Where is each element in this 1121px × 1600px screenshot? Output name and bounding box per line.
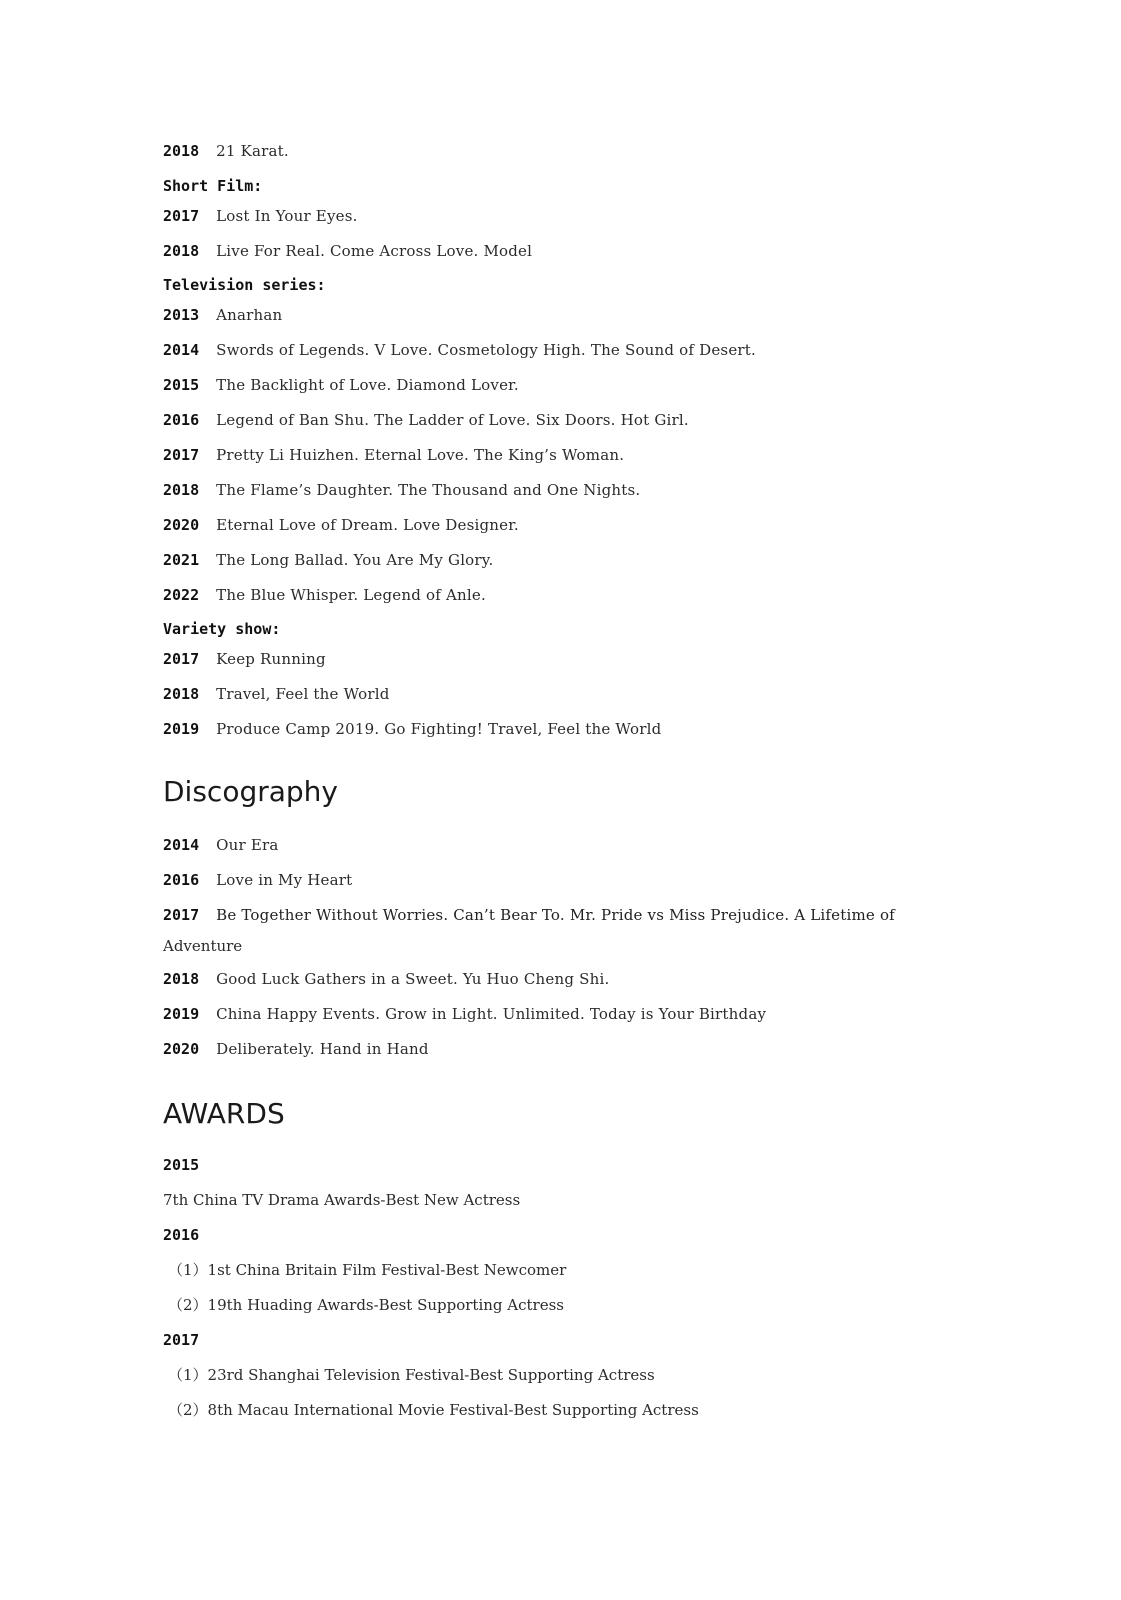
entry-year: 2017 [163,207,200,225]
discography-entry [163,870,352,891]
discography-entry [163,835,279,856]
television-entry [163,550,493,571]
entry-year: 2018 [163,685,200,703]
entry-text: Lost In Your Eyes. [216,207,358,225]
entry-text: The Backlight of Love. Diamond Lover. [216,376,519,394]
entry-text: Live For Real. Come Across Love. Model [216,242,533,260]
entry-year: 2014 [163,341,200,359]
entry-text: Good Luck Gathers in a Sweet. Yu Huo Cheng Shi. [216,970,610,988]
entry-text: Keep Running [216,650,326,668]
award-item: （2）19th Huading Awards-Best Supporting Actress [168,1296,564,1314]
television-entry [163,585,486,606]
entry-text: Love in My Heart [216,871,353,889]
entry-year: 2021 [163,551,200,569]
television-entry [163,515,519,536]
entry-year: 2016 [163,411,200,429]
entry-year: 2018 [163,970,200,988]
entry-text: Eternal Love of Dream. Love Designer. [216,516,519,534]
entry-year: 2019 [163,720,200,738]
entry-text: Travel, Feel the World [216,685,390,703]
variety-entry [163,649,326,670]
discography-entry [163,969,609,990]
television-entry [163,445,624,466]
film-entry [163,141,289,162]
entry-year: 2018 [163,142,200,160]
entry-year: 2017 [163,446,200,464]
entry-text: Produce Camp 2019. Go Fighting! Travel, Feel the World [216,720,662,738]
entry-text: Deliberately. Hand in Hand [216,1040,429,1058]
award-item: （2）8th Macau International Movie Festival-Best Supporting Actress [168,1401,699,1419]
entry-year: 2015 [163,376,200,394]
award-year: 2016 [163,1226,200,1244]
entry-text: Pretty Li Huizhen. Eternal Love. The King’s Woman. [216,446,625,464]
television-entry [163,410,689,431]
discography-entry [163,1004,766,1025]
entry-year: 2014 [163,836,200,854]
discography-entry [163,1039,429,1060]
entry-text: The Long Ballad. You Are My Glory. [216,551,494,569]
entry-year: 2020 [163,1040,200,1058]
television-entry [163,305,282,326]
entry-year: 2013 [163,306,200,324]
entry-text: Be Together Without Worries. Can’t Bear To. Mr. Pride vs Miss Prejudice. A Lifetime of [216,906,895,924]
entry-year: 2019 [163,1005,200,1023]
entry-text: China Happy Events. Grow in Light. Unlimited. Today is Your Birthday [216,1005,767,1023]
television-entry [163,375,519,396]
entry-text: Anarhan [216,306,283,324]
discography-heading: Discography [163,775,338,808]
television-label: Television series: [163,276,326,294]
entry-year: 2018 [163,242,200,260]
entry-text: The Blue Whisper. Legend of Anle. [216,586,486,604]
entry-year: 2017 [163,650,200,668]
awards-heading: AWARDS [163,1097,285,1130]
entry-text: Legend of Ban Shu. The Ladder of Love. Six Doors. Hot Girl. [216,411,689,429]
short-film-entry [163,206,358,227]
discography-entry [163,905,963,956]
entry-text: The Flame’s Daughter. The Thousand and One Nights. [216,481,641,499]
television-entry [163,340,756,361]
entry-text: Our Era [216,836,279,854]
short-film-label: Short Film: [163,177,263,195]
entry-year: 2017 [163,906,200,924]
award-year: 2015 [163,1156,200,1174]
entry-text: 21 Karat. [216,142,289,160]
award-item: （1）1st China Britain Film Festival-Best Newcomer [168,1261,567,1279]
variety-label: Variety show: [163,620,281,638]
award-item: 7th China TV Drama Awards-Best New Actress [163,1191,521,1209]
entry-year: 2020 [163,516,200,534]
entry-year: 2018 [163,481,200,499]
variety-entry [163,719,661,740]
award-year: 2017 [163,1331,200,1349]
entry-year: 2022 [163,586,200,604]
entry-text: Swords of Legends. V Love. Cosmetology High. The Sound of Desert. [216,341,756,359]
entry-text-continued: Adventure [163,937,243,955]
short-film-entry [163,241,532,262]
variety-entry [163,684,390,705]
entry-year: 2016 [163,871,200,889]
television-entry [163,480,640,501]
award-item: （1）23rd Shanghai Television Festival-Best Supporting Actress [168,1366,655,1384]
